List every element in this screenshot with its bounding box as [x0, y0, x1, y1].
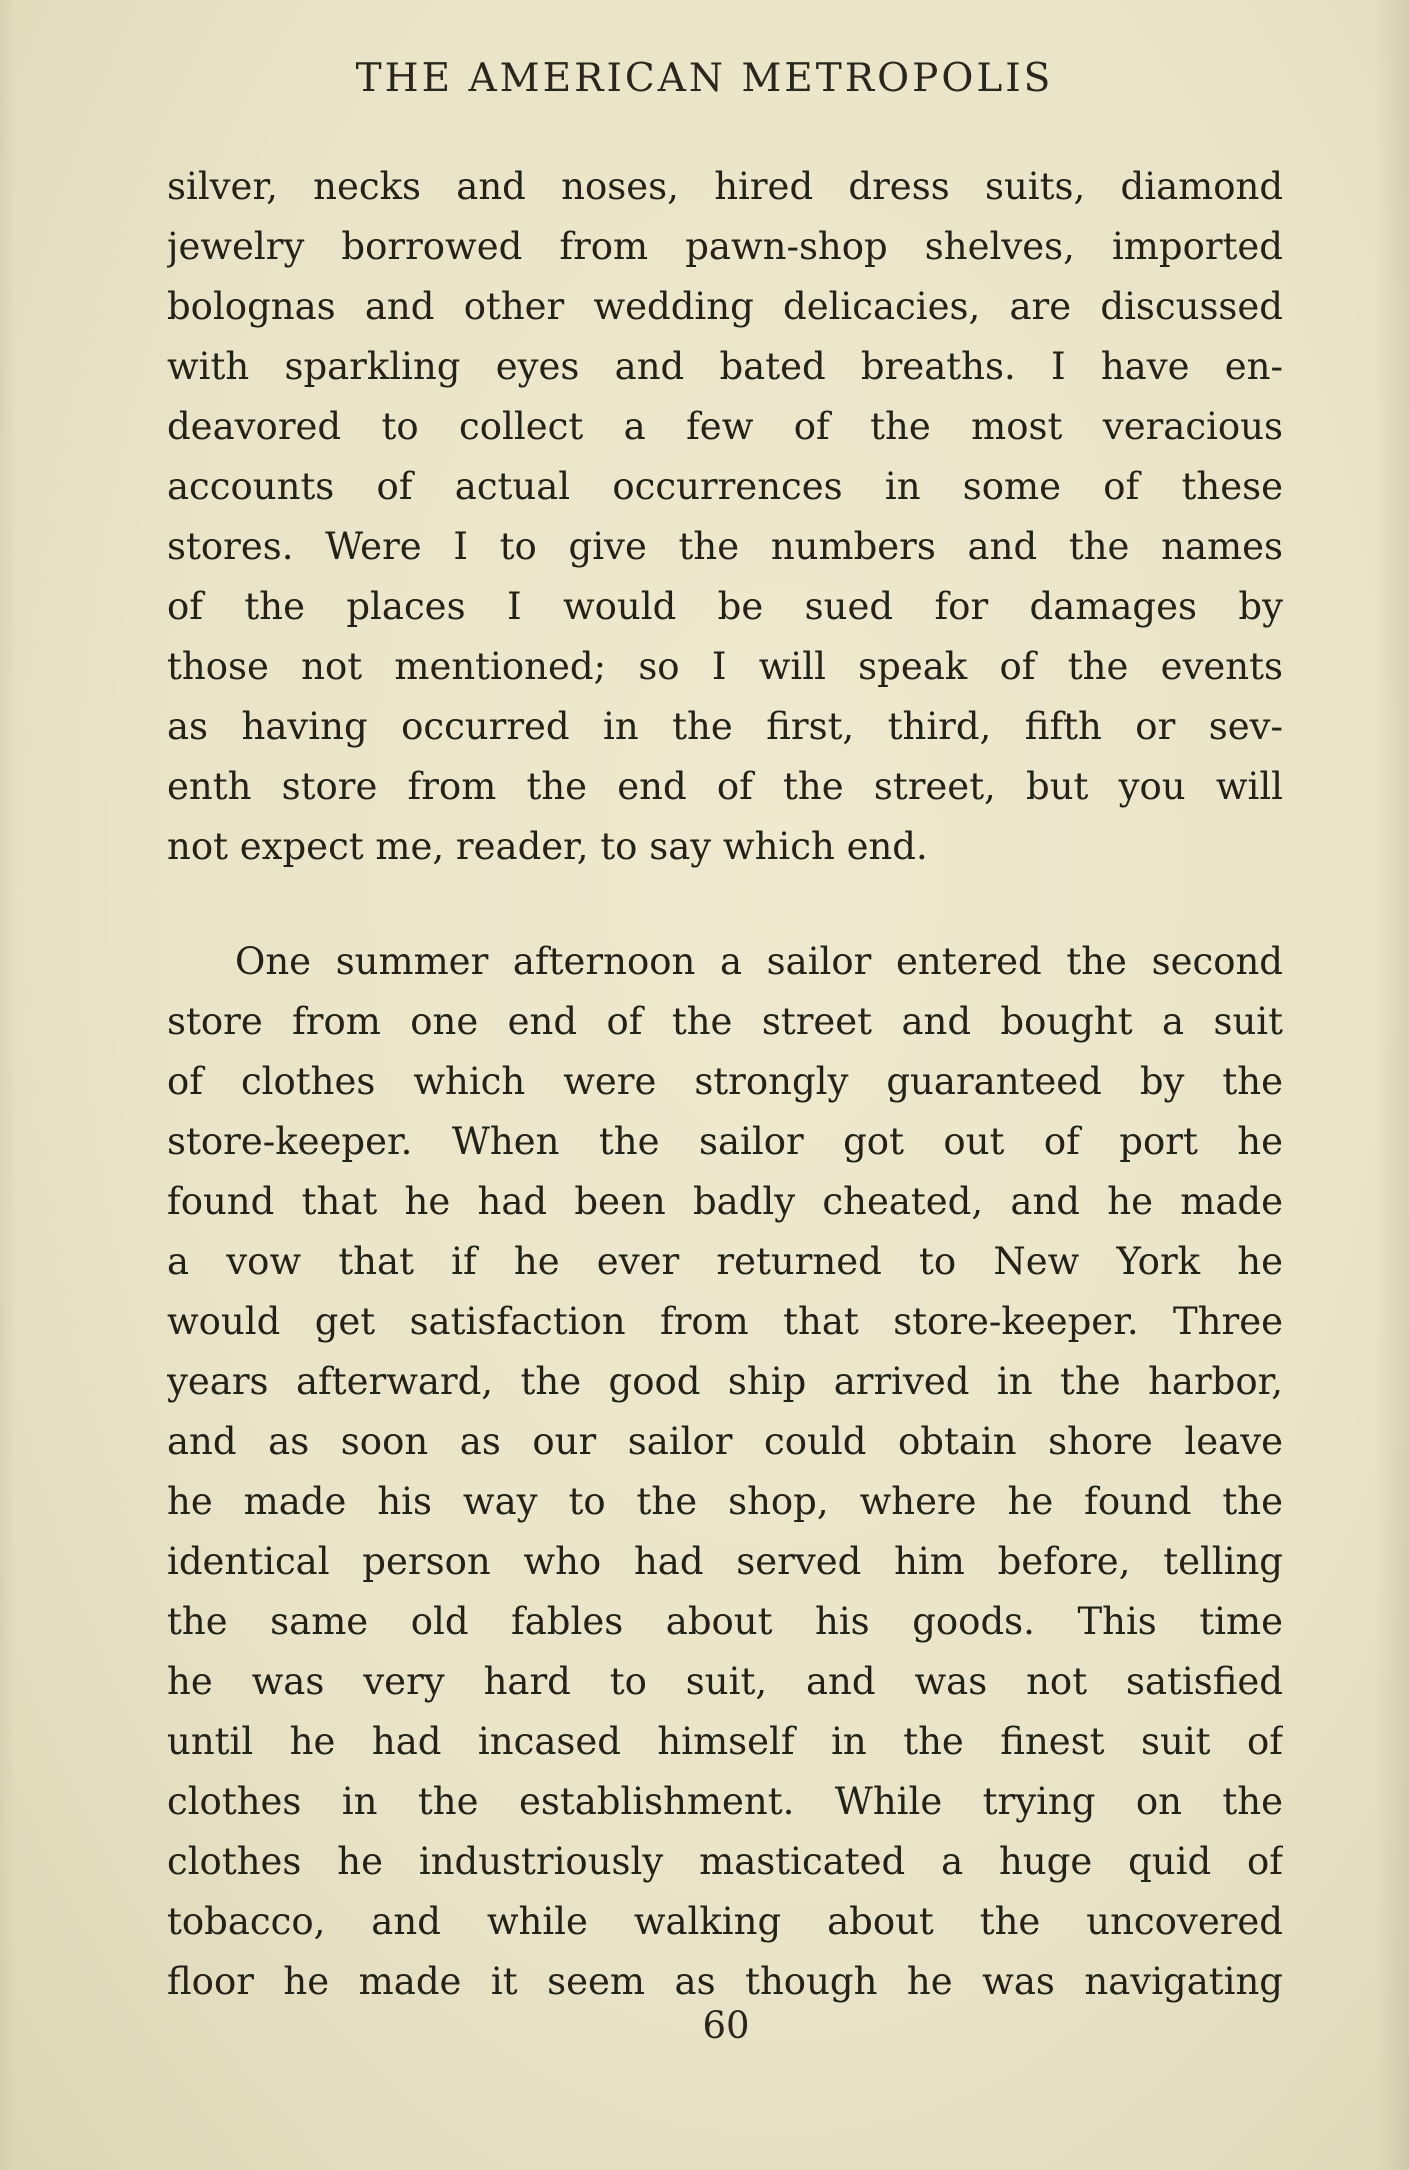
text-line: years afterward, the good ship arrived in the harbor, — [167, 1360, 1283, 1403]
paragraph-2 — [167, 932, 1283, 2012]
text-line: of the places I would be sued for damages by — [167, 585, 1283, 628]
text-line: found that he had been badly cheated, and he made — [167, 1180, 1283, 1223]
text-line: jewelry borrowed from pawn-shop shelves, imported — [167, 225, 1283, 268]
text-line: One summer afternoon a sailor entered the second — [235, 940, 1283, 983]
page-number: 60 — [702, 2004, 750, 2047]
text-line: of clothes which were strongly guaranteed by the — [167, 1060, 1283, 1103]
body-text — [167, 157, 1283, 2012]
page-edge-shadow-right — [1375, 0, 1409, 2170]
paragraph-gap — [167, 877, 1283, 932]
page-edge-shadow-left — [0, 0, 16, 2170]
running-head: THE AMERICAN METROPOLIS — [355, 56, 1054, 101]
text-line: floor he made it seem as though he was navigating — [167, 1960, 1283, 2003]
paragraph-1 — [167, 157, 1283, 877]
text-line: he made his way to the shop, where he found the — [167, 1480, 1283, 1523]
text-line: stores. Were I to give the numbers and the names — [167, 525, 1283, 568]
text-line: bolognas and other wedding delicacies, are discussed — [167, 285, 1283, 328]
text-line: clothes in the establishment. While trying on the — [167, 1780, 1283, 1823]
text-line: tobacco, and while walking about the uncovered — [167, 1900, 1283, 1943]
text-line: enth store from the end of the street, but you will — [167, 765, 1283, 808]
text-line: with sparkling eyes and bated breaths. I have en- — [167, 345, 1283, 388]
text-line: clothes he industriously masticated a huge quid of — [167, 1840, 1283, 1883]
text-line: as having occurred in the first, third, fifth or sev- — [167, 705, 1283, 748]
text-line: he was very hard to suit, and was not satisfied — [167, 1660, 1283, 1703]
text-line: store-keeper. When the sailor got out of port he — [167, 1120, 1283, 1163]
text-line: not expect me, reader, to say which end. — [167, 825, 928, 868]
text-line: would get satisfaction from that store-keeper. Three — [167, 1300, 1283, 1343]
text-line: store from one end of the street and bought a suit — [167, 1000, 1283, 1043]
text-line: identical person who had served him before, telling — [167, 1540, 1283, 1583]
text-line: until he had incased himself in the finest suit of — [167, 1720, 1283, 1763]
text-line: accounts of actual occurrences in some of these — [167, 465, 1283, 508]
text-line: deavored to collect a few of the most veracious — [167, 405, 1283, 448]
text-line: silver, necks and noses, hired dress suits, diamond — [167, 165, 1283, 208]
text-line: and as soon as our sailor could obtain shore leave — [167, 1420, 1283, 1463]
text-line: those not mentioned; so I will speak of the events — [167, 645, 1283, 688]
text-line: the same old fables about his goods. This time — [167, 1600, 1283, 1643]
text-line: a vow that if he ever returned to New York he — [167, 1240, 1283, 1283]
